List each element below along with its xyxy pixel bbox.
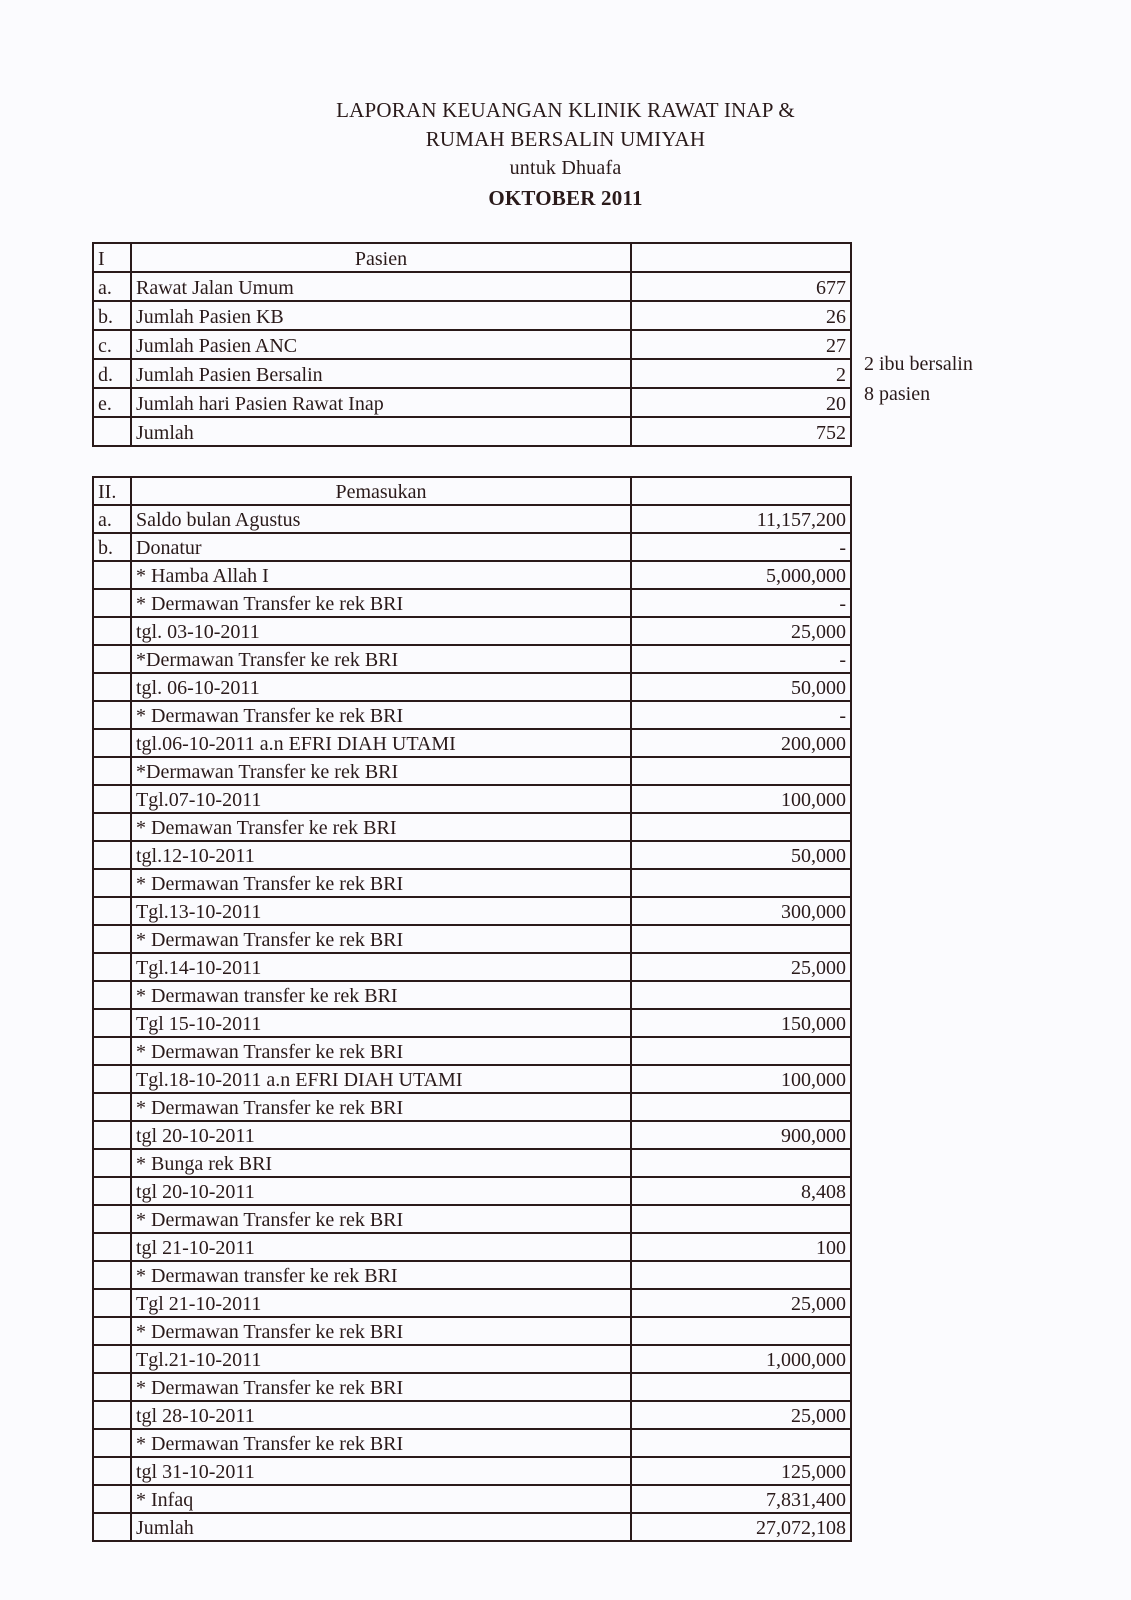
row-value: - — [631, 645, 851, 673]
row-value: 100 — [631, 1233, 851, 1261]
row-description: Jumlah hari Pasien Rawat Inap — [131, 388, 631, 417]
table-row — [93, 1261, 851, 1289]
row-description: Jumlah Pasien Bersalin — [131, 359, 631, 388]
row-description: * Dermawan Transfer ke rek BRI — [131, 869, 631, 897]
row-description: Tgl.18-10-2011 a.n EFRI DIAH UTAMI — [131, 1065, 631, 1093]
table-row — [93, 1289, 851, 1317]
row-number — [93, 729, 131, 757]
row-description: tgl. 06-10-2011 — [131, 673, 631, 701]
row-description: Jumlah Pasien ANC — [131, 330, 631, 359]
row-value: 26 — [631, 301, 851, 330]
row-description: * Hamba Allah I — [131, 561, 631, 589]
table-header-row — [93, 477, 851, 505]
table-row — [93, 1093, 851, 1121]
row-number — [93, 561, 131, 589]
report-title-line-2: RUMAH BERSALIN UMIYAH — [425, 127, 706, 151]
row-number — [93, 1205, 131, 1233]
row-number — [93, 1261, 131, 1289]
row-value: 25,000 — [631, 953, 851, 981]
row-number — [93, 1513, 131, 1541]
row-value — [631, 1149, 851, 1177]
row-value: 50,000 — [631, 841, 851, 869]
row-number — [93, 1149, 131, 1177]
row-number — [93, 869, 131, 897]
row-description: tgl 20-10-2011 — [131, 1177, 631, 1205]
row-value: 5,000,000 — [631, 561, 851, 589]
row-number — [93, 1009, 131, 1037]
row-number — [93, 953, 131, 981]
report-header — [0, 96, 1131, 213]
row-value: - — [631, 701, 851, 729]
row-number: b. — [93, 301, 131, 330]
table-row — [93, 1149, 851, 1177]
row-description: *Dermawan Transfer ke rek BRI — [131, 757, 631, 785]
row-value: 900,000 — [631, 1121, 851, 1149]
table-row — [93, 617, 851, 645]
row-value: - — [631, 533, 851, 561]
row-number — [93, 1485, 131, 1513]
row-value — [631, 1429, 851, 1457]
total-value: 27,072,108 — [631, 1513, 851, 1541]
row-value: 125,000 — [631, 1457, 851, 1485]
row-description: * Dermawan Transfer ke rek BRI — [131, 925, 631, 953]
table-row — [93, 388, 851, 417]
row-description: tgl 28-10-2011 — [131, 1401, 631, 1429]
row-description: Tgl.21-10-2011 — [131, 1345, 631, 1373]
row-value — [631, 981, 851, 1009]
row-number — [93, 785, 131, 813]
row-number: a. — [93, 505, 131, 533]
row-description: * Dermawan Transfer ke rek BRI — [131, 1037, 631, 1065]
row-description: * Dermawan Transfer ke rek BRI — [131, 1205, 631, 1233]
row-description: tgl.06-10-2011 a.n EFRI DIAH UTAMI — [131, 729, 631, 757]
note-births: 2 ibu bersalin — [864, 353, 973, 375]
patients-table — [92, 242, 852, 447]
row-value: 25,000 — [631, 1401, 851, 1429]
row-number — [93, 617, 131, 645]
row-description: * Dermawan Transfer ke rek BRI — [131, 589, 631, 617]
total-value: 752 — [631, 417, 851, 446]
table-row — [93, 330, 851, 359]
row-value — [631, 1037, 851, 1065]
row-number — [93, 1037, 131, 1065]
row-value: 677 — [631, 272, 851, 301]
row-number — [93, 1317, 131, 1345]
row-value: 20 — [631, 388, 851, 417]
row-description: * Dermawan Transfer ke rek BRI — [131, 701, 631, 729]
table-row — [93, 785, 851, 813]
table-row — [93, 645, 851, 673]
row-number: c. — [93, 330, 131, 359]
table-row — [93, 869, 851, 897]
row-value — [631, 1317, 851, 1345]
row-number — [93, 925, 131, 953]
row-number — [93, 417, 131, 446]
table-row — [93, 1345, 851, 1373]
row-description: *Dermawan Transfer ke rek BRI — [131, 645, 631, 673]
row-number — [93, 589, 131, 617]
row-description: Tgl.14-10-2011 — [131, 953, 631, 981]
row-number — [93, 1457, 131, 1485]
table-row — [93, 1037, 851, 1065]
row-description: Tgl 15-10-2011 — [131, 1009, 631, 1037]
row-value: 27 — [631, 330, 851, 359]
table-row — [93, 757, 851, 785]
section-number: I — [93, 243, 131, 272]
row-description: Rawat Jalan Umum — [131, 272, 631, 301]
row-number: b. — [93, 533, 131, 561]
row-value: 200,000 — [631, 729, 851, 757]
table-row — [93, 533, 851, 561]
table-row — [93, 953, 851, 981]
row-value: 50,000 — [631, 673, 851, 701]
row-number — [93, 1289, 131, 1317]
row-description: * Demawan Transfer ke rek BRI — [131, 813, 631, 841]
row-number — [93, 1429, 131, 1457]
section-number: II. — [93, 477, 131, 505]
table-row — [93, 1373, 851, 1401]
row-description: * Dermawan Transfer ke rek BRI — [131, 1429, 631, 1457]
table-row — [93, 729, 851, 757]
row-value: 11,157,200 — [631, 505, 851, 533]
row-description: Jumlah Pasien KB — [131, 301, 631, 330]
report-period: OKTOBER 2011 — [488, 186, 643, 210]
total-row — [93, 417, 851, 446]
total-label: Jumlah — [131, 417, 631, 446]
row-description: * Infaq — [131, 1485, 631, 1513]
table-row — [93, 925, 851, 953]
row-number — [93, 1233, 131, 1261]
table-row — [93, 589, 851, 617]
table-row — [93, 981, 851, 1009]
row-description: * Dermawan transfer ke rek BRI — [131, 981, 631, 1009]
row-value — [631, 813, 851, 841]
row-number — [93, 1345, 131, 1373]
row-number — [93, 1065, 131, 1093]
row-value: 100,000 — [631, 1065, 851, 1093]
row-description: Donatur — [131, 533, 631, 561]
table-row — [93, 1401, 851, 1429]
row-number — [93, 981, 131, 1009]
row-value: 150,000 — [631, 1009, 851, 1037]
total-row — [93, 1513, 851, 1541]
row-number — [93, 1093, 131, 1121]
total-label: Jumlah — [131, 1513, 631, 1541]
table-row — [93, 1457, 851, 1485]
row-number — [93, 757, 131, 785]
row-number — [93, 701, 131, 729]
table-row — [93, 1065, 851, 1093]
report-subtitle: untuk Dhuafa — [509, 157, 622, 179]
table-row — [93, 301, 851, 330]
row-value: 1,000,000 — [631, 1345, 851, 1373]
table-row — [93, 359, 851, 388]
table-header-row — [93, 243, 851, 272]
row-description: Saldo bulan Agustus — [131, 505, 631, 533]
row-value: 7,831,400 — [631, 1485, 851, 1513]
row-value — [631, 1093, 851, 1121]
section-value-header — [631, 243, 851, 272]
table-row — [93, 1177, 851, 1205]
row-value: 8,408 — [631, 1177, 851, 1205]
row-number — [93, 1177, 131, 1205]
table-row — [93, 505, 851, 533]
row-description: * Bunga rek BRI — [131, 1149, 631, 1177]
section-title: Pasien — [131, 243, 631, 272]
table-row — [93, 813, 851, 841]
row-value — [631, 925, 851, 953]
table-row — [93, 1429, 851, 1457]
table-row — [93, 701, 851, 729]
row-value: - — [631, 589, 851, 617]
note-inpatients: 8 pasien — [864, 383, 931, 405]
row-value: 25,000 — [631, 1289, 851, 1317]
report-title-line-1: LAPORAN KEUANGAN KLINIK RAWAT INAP & — [336, 98, 795, 122]
section-title: Pemasukan — [131, 477, 631, 505]
row-number — [93, 841, 131, 869]
table-row — [93, 561, 851, 589]
row-number — [93, 813, 131, 841]
row-value — [631, 1261, 851, 1289]
table-row — [93, 1009, 851, 1037]
row-value: 25,000 — [631, 617, 851, 645]
table-row — [93, 1121, 851, 1149]
row-value — [631, 869, 851, 897]
row-description: tgl 31-10-2011 — [131, 1457, 631, 1485]
row-value: 2 — [631, 359, 851, 388]
row-value — [631, 757, 851, 785]
row-description: Tgl.13-10-2011 — [131, 897, 631, 925]
row-description: Tgl.07-10-2011 — [131, 785, 631, 813]
row-number — [93, 1401, 131, 1429]
table-row — [93, 1317, 851, 1345]
row-number: e. — [93, 388, 131, 417]
row-description: Tgl 21-10-2011 — [131, 1289, 631, 1317]
row-description: * Dermawan Transfer ke rek BRI — [131, 1093, 631, 1121]
table-row — [93, 673, 851, 701]
row-number — [93, 645, 131, 673]
row-description: * Dermawan transfer ke rek BRI — [131, 1261, 631, 1289]
table-row — [93, 897, 851, 925]
row-description: tgl.12-10-2011 — [131, 841, 631, 869]
table-row — [93, 1485, 851, 1513]
table-row — [93, 1233, 851, 1261]
row-number: a. — [93, 272, 131, 301]
table-row — [93, 841, 851, 869]
section-value-header — [631, 477, 851, 505]
row-number: d. — [93, 359, 131, 388]
row-value — [631, 1373, 851, 1401]
row-description: * Dermawan Transfer ke rek BRI — [131, 1373, 631, 1401]
row-description: tgl. 03-10-2011 — [131, 617, 631, 645]
row-value: 300,000 — [631, 897, 851, 925]
income-table — [92, 476, 852, 1542]
row-number — [93, 897, 131, 925]
row-number — [93, 1121, 131, 1149]
table-row — [93, 1205, 851, 1233]
row-value — [631, 1205, 851, 1233]
row-number — [93, 1373, 131, 1401]
table-row — [93, 272, 851, 301]
row-number — [93, 673, 131, 701]
row-value: 100,000 — [631, 785, 851, 813]
row-description: tgl 21-10-2011 — [131, 1233, 631, 1261]
row-description: * Dermawan Transfer ke rek BRI — [131, 1317, 631, 1345]
row-description: tgl 20-10-2011 — [131, 1121, 631, 1149]
